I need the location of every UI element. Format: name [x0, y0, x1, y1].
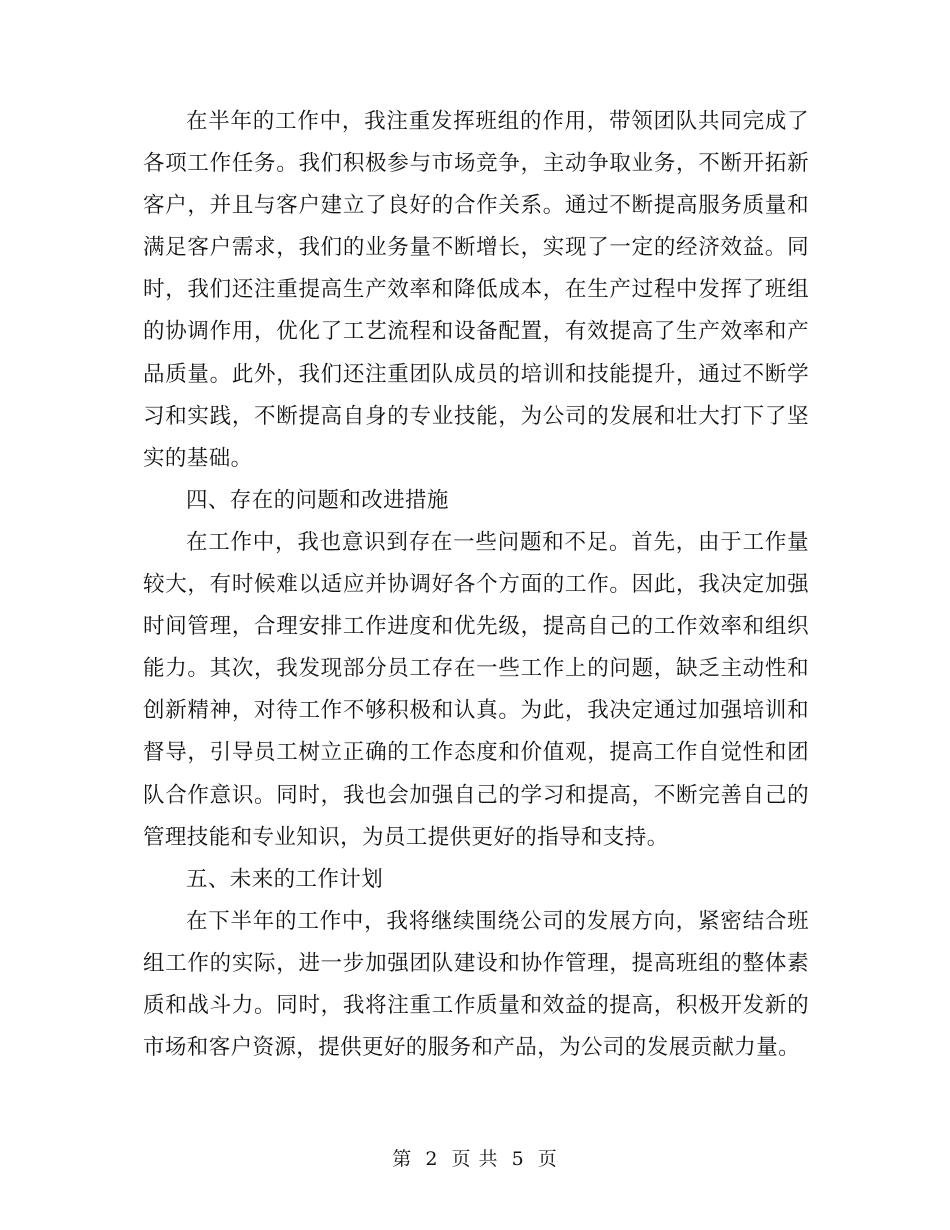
- section-heading-problems: 四、存在的问题和改进措施: [186, 487, 449, 513]
- footer-suffix: 页: [537, 1148, 558, 1170]
- footer-current-page: 2: [425, 1148, 439, 1170]
- paragraph-future-plan: 在下半年的工作中，我将继续围绕公司的发展方向，紧密结合班组工作的实际，进一步加强团队建设和协作管理，提高班组的整体素质和战斗力。同时，我将注重工作质量和效益的提高，积极开发新的市场和客户资源，提供更好的服务和产品，为公司的发展贡献力量。: [143, 908, 809, 1061]
- footer-total-pages: 5: [511, 1148, 525, 1170]
- section-heading-future-plan: 五、未来的工作计划: [186, 866, 384, 892]
- footer-middle: 页 共: [451, 1148, 499, 1170]
- paragraph-achievements: 在半年的工作中，我注重发挥班组的作用，带领团队共同完成了各项工作任务。我们积极参与市场竞争，主动争取业务，不断开拓新客户，并且与客户建立了良好的合作关系。通过不断提高服务质量和满足客户需求，我们的业务量不断增长，实现了一定的经济效益。同时，我们还注重提高生产效率和降低成本，在生产过程中发挥了班组的协调作用，优化了工艺流程和设备配置，有效提高了生产效率和产品质量。此外，我们还注重团队成员的培训和技能提升，通过不断学习和实践，不断提高自身的专业技能，为公司的发展和壮大打下了坚实的基础。: [143, 109, 809, 471]
- footer-prefix: 第: [392, 1148, 413, 1170]
- document-body: [143, 101, 809, 1069]
- paragraph-problems: 在工作中，我也意识到存在一些问题和不足。首先，由于工作量较大，有时候难以适应并协调好各个方面的工作。因此，我决定加强时间管理，合理安排工作进度和优先级，提高自己的工作效率和组织能力。其次，我发现部分员工存在一些工作上的问题，缺乏主动性和创新精神，对待工作不够积极和认真。为此，我决定通过加强培训和督导，引导员工树立正确的工作态度和价值观，提高工作自觉性和团队合作意识。同时，我也会加强自己的学习和提高，不断完善自己的管理技能和专业知识，为员工提供更好的指导和支持。: [143, 529, 809, 850]
- page-footer: [0, 1147, 950, 1171]
